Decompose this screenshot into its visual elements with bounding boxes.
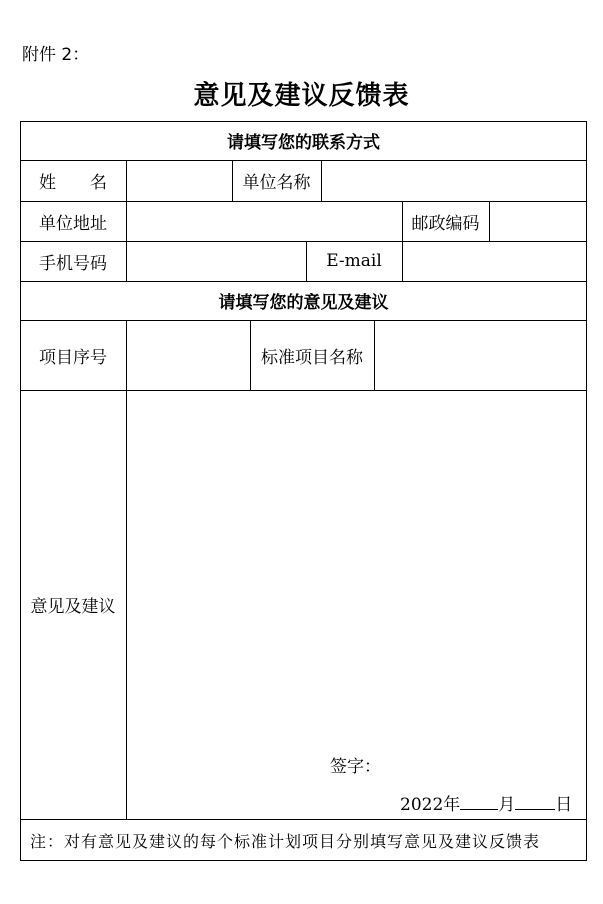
opinion-textarea[interactable] xyxy=(127,391,586,746)
name-field[interactable] xyxy=(127,161,232,201)
contact-section-heading: 请填写您的联系方式 xyxy=(227,133,380,153)
footnote: 注：对有意见及建议的每个标准计划项目分别填写意见及建议反馈表 xyxy=(30,832,541,851)
date-year-unit: 年 xyxy=(443,795,461,815)
email-label: E-mail xyxy=(326,251,382,271)
phone-label: 手机号码 xyxy=(39,253,107,274)
unit-address-field[interactable] xyxy=(127,202,402,241)
unit-name-field[interactable] xyxy=(322,161,586,201)
date-line xyxy=(400,790,572,815)
row-divider xyxy=(20,819,587,820)
opinion-label: 意见及建议 xyxy=(30,597,116,617)
email-field[interactable] xyxy=(403,242,586,281)
unit-address-label: 单位地址 xyxy=(39,213,107,234)
form-title: 意见及建议反馈表 xyxy=(193,81,410,111)
phone-field[interactable] xyxy=(127,242,306,281)
month-blank[interactable] xyxy=(460,795,498,810)
date-month-unit: 月 xyxy=(498,795,516,815)
day-blank[interactable] xyxy=(515,795,555,810)
opinion-section-heading: 请填写您的意见及建议 xyxy=(218,293,389,313)
item-name-label: 标准项目名称 xyxy=(261,347,363,368)
unit-name-label: 单位名称 xyxy=(242,173,311,193)
date-day-unit: 日 xyxy=(555,795,573,815)
item-number-label: 项目序号 xyxy=(39,347,107,368)
signature-label: 签字： xyxy=(330,757,381,777)
attachment-label: 附件 2： xyxy=(22,45,90,65)
postcode-field[interactable] xyxy=(490,202,586,241)
date-year: 2022 xyxy=(400,795,444,815)
name-label: 姓 名 xyxy=(39,173,107,193)
item-number-field[interactable] xyxy=(127,321,250,390)
item-name-field[interactable] xyxy=(375,321,586,390)
postcode-label: 邮政编码 xyxy=(411,213,480,234)
